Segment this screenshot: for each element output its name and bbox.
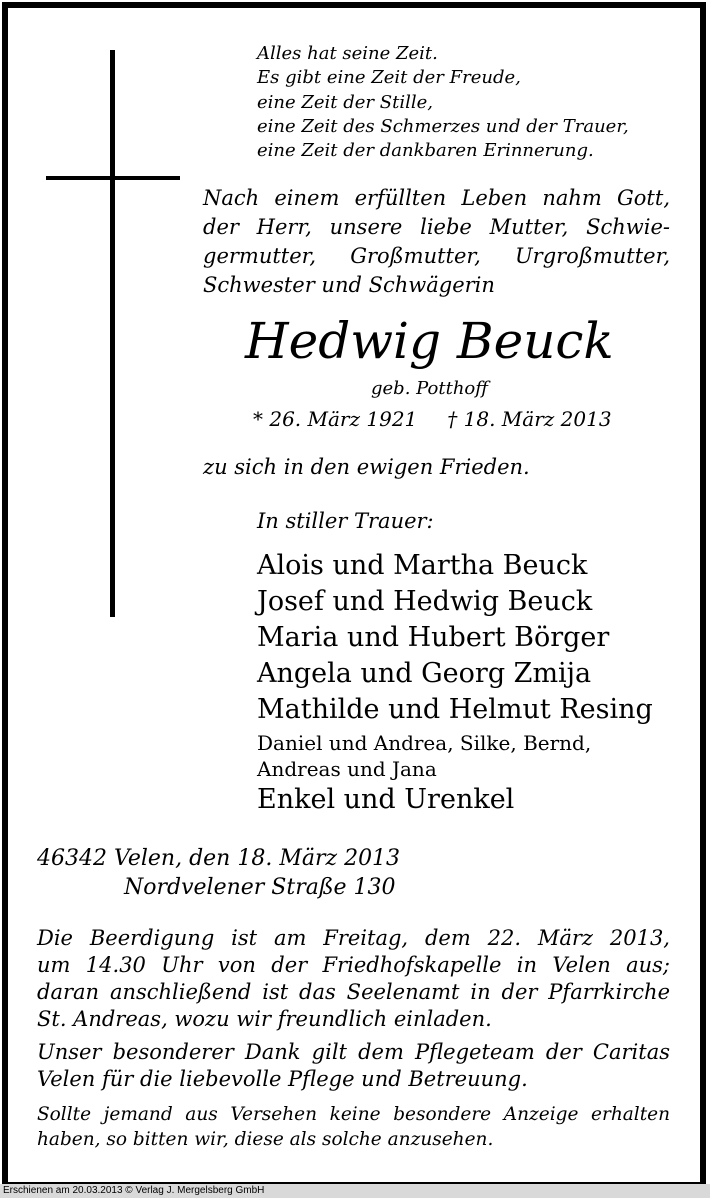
publication-footer bbox=[0, 1184, 710, 1198]
peace-line: zu sich in den ewigen Frieden. bbox=[203, 455, 530, 479]
thanks-text bbox=[37, 1039, 670, 1093]
poem-line: eine Zeit des Schmerzes und der Trauer, bbox=[257, 115, 629, 137]
deceased-name: Hedwig Beuck bbox=[245, 312, 614, 370]
footer-text: Erschienen am 20.03.2013 © Verlag J. Mergelsberg GmbH bbox=[3, 1185, 265, 1196]
funeral-info bbox=[37, 925, 670, 1033]
mourning-label: In stiller Trauer: bbox=[257, 509, 434, 533]
mourner-family: Maria und Hubert Börger bbox=[257, 622, 610, 653]
mourners-closing: Enkel und Urenkel bbox=[257, 784, 515, 815]
intro-line: Nach einem erfüllten Leben nahm Gott, bbox=[203, 186, 670, 210]
intro-text bbox=[203, 184, 670, 300]
mourner-family: Josef und Hedwig Beuck bbox=[257, 586, 593, 617]
cross-icon-vertical bbox=[110, 50, 115, 617]
poem-line: Alles hat seine Zeit. bbox=[257, 43, 438, 64]
poem-line: eine Zeit der Stille, bbox=[257, 91, 433, 113]
mourners-list bbox=[257, 548, 653, 818]
funeral-line: um 14.30 Uhr von der Friedhofskapelle in Velen aus; bbox=[37, 953, 670, 977]
death-date: † 18. März 2013 bbox=[447, 407, 612, 431]
funeral-line: St. Andreas, wozu wir freundlich einladen. bbox=[37, 1007, 492, 1031]
place-date: 46342 Velen, den 18. März 2013 bbox=[37, 846, 401, 871]
poem bbox=[257, 42, 629, 163]
grandchildren-line: Andreas und Jana bbox=[257, 757, 437, 781]
intro-line: germutter, Großmutter, Urgroßmutter, bbox=[203, 244, 670, 268]
funeral-line: Die Beerdigung ist am Freitag, dem 22. März 2013, bbox=[37, 926, 670, 950]
note-line: haben, so bitten wir, diese als solche anzusehen. bbox=[37, 1129, 494, 1150]
note-line: Sollte jemand aus Versehen keine besondere Anzeige erhalten bbox=[37, 1104, 670, 1125]
mourner-family: Alois und Martha Beuck bbox=[257, 550, 588, 581]
street-address: Nordvelener Straße 130 bbox=[124, 875, 396, 900]
cross-icon-horizontal bbox=[46, 176, 180, 180]
grandchildren-line: Daniel und Andrea, Silke, Bernd, bbox=[257, 731, 592, 755]
life-dates bbox=[253, 405, 612, 433]
intro-line: der Herr, unsere liebe Mutter, Schwie- bbox=[203, 215, 670, 239]
notice-note bbox=[37, 1102, 670, 1152]
funeral-line: daran anschließend ist das Seelenamt in der Pfarrkirche bbox=[37, 980, 670, 1004]
poem-line: Es gibt eine Zeit der Freude, bbox=[257, 67, 521, 89]
thanks-line: Velen für die liebevolle Pflege und Betreuung. bbox=[37, 1067, 528, 1091]
intro-line: Schwester und Schwägerin bbox=[203, 273, 495, 297]
mourner-family: Mathilde und Helmut Resing bbox=[257, 694, 653, 725]
birth-date: * 26. März 1921 bbox=[253, 407, 418, 431]
maiden-name: geb. Potthoff bbox=[371, 378, 489, 399]
mourner-family: Angela und Georg Zmija bbox=[257, 658, 592, 689]
thanks-line: Unser besonderer Dank gilt dem Pflegeteam der Caritas bbox=[37, 1040, 670, 1064]
poem-line: eine Zeit der dankbaren Erinnerung. bbox=[257, 140, 594, 162]
